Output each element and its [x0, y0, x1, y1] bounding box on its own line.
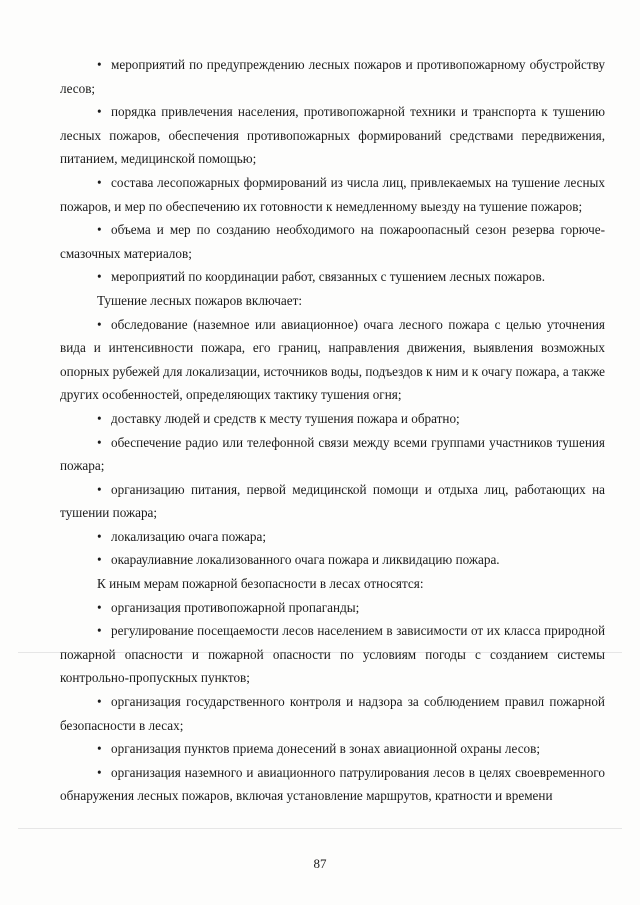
bullet-item: [60, 761, 605, 808]
page-body: [60, 53, 605, 808]
bullet-item: [60, 478, 605, 525]
bullet-text: организация противопожарной пропаганды;: [111, 599, 360, 615]
bullet-icon: •: [97, 316, 102, 332]
bullet-text: организация пунктов приема донесений в зонах авиационной охраны лесов;: [111, 741, 541, 757]
bullet-item: [60, 313, 605, 407]
bullet-item: [60, 53, 605, 100]
bullet-text: порядка привлечения населения, противопожарной техники и транспорта к тушению лесных пожаров, обеспечения противопожарных формирований средствами передвижения, питанием, медицинской помощью;: [60, 104, 605, 167]
page-number: 87: [313, 856, 327, 871]
bullet-item: [60, 218, 605, 265]
bullet-text: регулирование посещаемости лесов населением в зависимости от их класса природной пожарной опасности и пожарной опасности по условиям погоды с созданием системы контрольно-пропускных пунктов;: [60, 623, 605, 686]
bullet-text: обследование (наземное или авиационное) очага лесного пожара с целью уточнения вида и интенсивности пожара, его границ, направления движения, выявления возможных опорных рубежей для локализации, источников воды, подъездов к ним и к очагу пожара, а также других особенностей, определяющих тактику тушения огня;: [60, 316, 605, 403]
bullet-icon: •: [97, 57, 102, 72]
bullet-item: [60, 407, 605, 431]
bullet-item: [60, 100, 605, 171]
bullet-icon: •: [97, 741, 102, 757]
bullet-text: организацию питания, первой медицинской помощи и отдыха лиц, работающих на тушении пожара;: [60, 481, 605, 521]
paragraph: [60, 289, 605, 313]
bullet-icon: •: [97, 174, 102, 190]
bullet-icon: •: [97, 222, 102, 238]
bullet-icon: •: [97, 528, 102, 544]
bullet-item: [60, 619, 605, 690]
bullet-icon: •: [97, 694, 102, 710]
bullet-text: локализацию очага пожара;: [111, 528, 267, 544]
bullet-text: состава лесопожарных формирований из числа лиц, привлекаемых на тушение лесных пожаров, и мер по обеспечению их готовности к немедленному выезду на тушение пожаров;: [60, 174, 605, 214]
bullet-text: доставку людей и средств к месту тушения пожара и обратно;: [111, 410, 460, 426]
bullet-item: [60, 690, 605, 737]
scan-artifact-line: [18, 828, 622, 829]
bullet-text: организация наземного и авиационного патрулирования лесов в целях своевременного обнаружения лесных пожаров, включая установление маршрутов, кратности и времени: [60, 764, 605, 804]
paragraph-text: Тушение лесных пожаров включает:: [97, 292, 303, 308]
bullet-icon: •: [97, 104, 102, 120]
bullet-text: окараулиавние локализованного очага пожара и ликвидацию пожара.: [111, 552, 500, 568]
bullet-icon: •: [97, 481, 102, 497]
bullet-icon: •: [97, 552, 102, 568]
bullet-item: [60, 171, 605, 218]
bullet-item: [60, 525, 605, 549]
paragraph-text: К иным мерам пожарной безопасности в лесах относятся:: [97, 576, 424, 592]
bullet-item: [60, 737, 605, 761]
bullet-icon: •: [97, 434, 102, 450]
bullet-text: организация государственного контроля и надзора за соблюдением правил пожарной безопасности в лесах;: [60, 694, 605, 733]
bullet-item: [60, 265, 605, 289]
bullet-icon: •: [97, 410, 102, 426]
bullet-item: [60, 596, 605, 620]
bullet-icon: •: [97, 623, 102, 639]
bullet-item: [60, 548, 605, 572]
bullet-icon: •: [97, 599, 102, 615]
paragraph: [60, 572, 605, 596]
bullet-text: мероприятий по координации работ, связанных с тушением лесных пожаров.: [111, 269, 545, 285]
bullet-item: [60, 431, 605, 478]
bullet-text: обеспечение радио или телефонной связи между всеми группами участников тушения пожара;: [60, 434, 605, 474]
bullet-text: мероприятий по предупреждению лесных пожаров и противопожарному обустройству лесов;: [60, 57, 605, 96]
bullet-icon: •: [97, 764, 102, 780]
bullet-text: объема и мер по созданию необходимого на пожароопасный сезон резерва горюче-смазочных материалов;: [60, 222, 605, 261]
bullet-icon: •: [97, 269, 102, 285]
